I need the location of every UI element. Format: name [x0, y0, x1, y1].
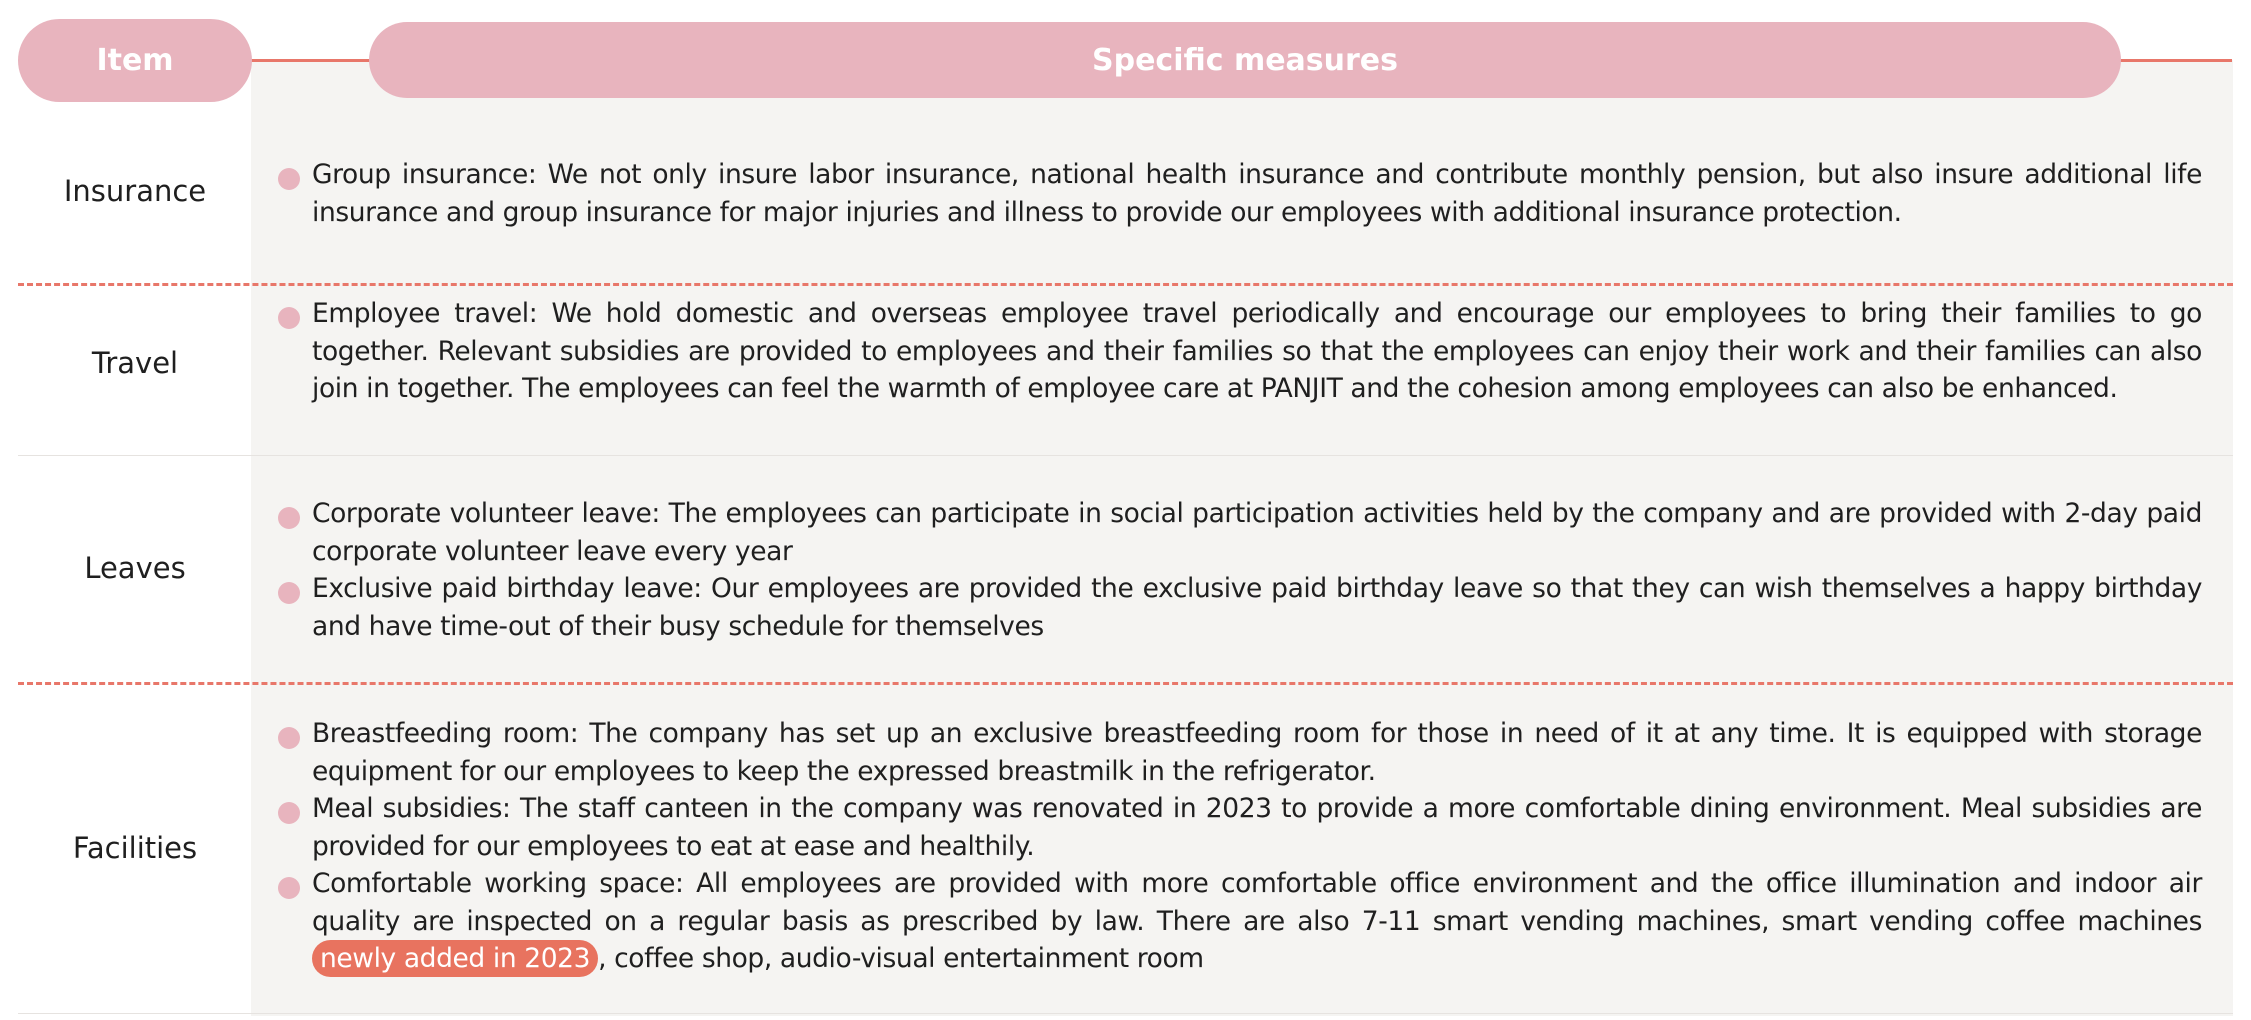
bullet-icon	[278, 802, 300, 824]
row-divider	[18, 682, 2233, 685]
row-divider	[18, 283, 2233, 286]
list-item	[278, 715, 2202, 790]
bullet-icon	[278, 507, 300, 529]
bullet-icon	[278, 877, 300, 899]
bullet-icon	[278, 168, 300, 190]
measure-text: Meal subsidies: The staff canteen in the company was renovated in 2023 to provide a more comfortable dining environment. Meal subsidies are provided for our employees to eat at ease and healthily.	[312, 793, 2202, 862]
row-label-travel: Travel	[91, 345, 179, 380]
list-item	[278, 295, 2202, 408]
bullet-icon	[278, 582, 300, 604]
measure-text-part: , coffee shop, audio-visual entertainment room	[598, 943, 1204, 974]
row-label-insurance: Insurance	[63, 173, 207, 208]
bullet-icon	[278, 307, 300, 329]
header-connector-left	[248, 59, 374, 62]
list-item	[278, 570, 2202, 645]
measure-text: Breastfeeding room: The company has set up an exclusive breastfeeding room for those in need of it at any time. It is equipped with storage equipment for our employees to keep the expressed breastmilk in the refrigerator.	[312, 718, 2202, 787]
list-item	[278, 495, 2202, 570]
measure-text: Group insurance: We not only insure labor insurance, national health insurance and contribute monthly pension, but also insure additional life insurance and group insurance for major injuries and illness to provide our employees with additional insurance protection.	[312, 159, 2202, 228]
measure-text: Corporate volunteer leave: The employees can participate in social participation activities held by the company and are provided with 2-day paid corporate volunteer leave every year	[312, 498, 2202, 567]
row-divider	[18, 455, 2233, 456]
measure-text: Exclusive paid birthday leave: Our employees are provided the exclusive paid birthday leave so that they can wish themselves a happy birthday and have time-out of their busy schedule for themselves	[312, 573, 2202, 642]
header-connector-right	[2115, 59, 2232, 62]
list-item	[278, 156, 2202, 231]
list-item	[278, 865, 2202, 978]
table-bottom-border	[18, 1013, 2233, 1014]
list-item	[278, 790, 2202, 865]
row-label-facilities: Facilities	[72, 830, 198, 865]
item-column-header: Item	[18, 19, 252, 102]
measure-text: Employee travel: We hold domestic and overseas employee travel periodically and encourage our employees to bring their families to go together. Relevant subsidies are provided to employees and their families so that the employees can enjoy their work and their families can also join in together. The employees can feel the warmth of employee care at PANJIT and the cohesion among employees can also be enhanced.	[312, 298, 2202, 404]
bullet-icon	[278, 727, 300, 749]
row-label-leaves: Leaves	[84, 550, 186, 585]
measure-text	[312, 865, 2202, 978]
measures-column-header: Specific measures	[369, 22, 2121, 98]
measure-text-part: Comfortable working space: All employees are provided with more comfortable office environment and the office illumination and indoor air quality are inspected on a regular basis as prescribed by law. There are also 7-11 smart vending machines, smart vending coffee machines	[312, 868, 2202, 937]
new-2023-highlight-badge: newly added in 2023	[312, 940, 598, 977]
